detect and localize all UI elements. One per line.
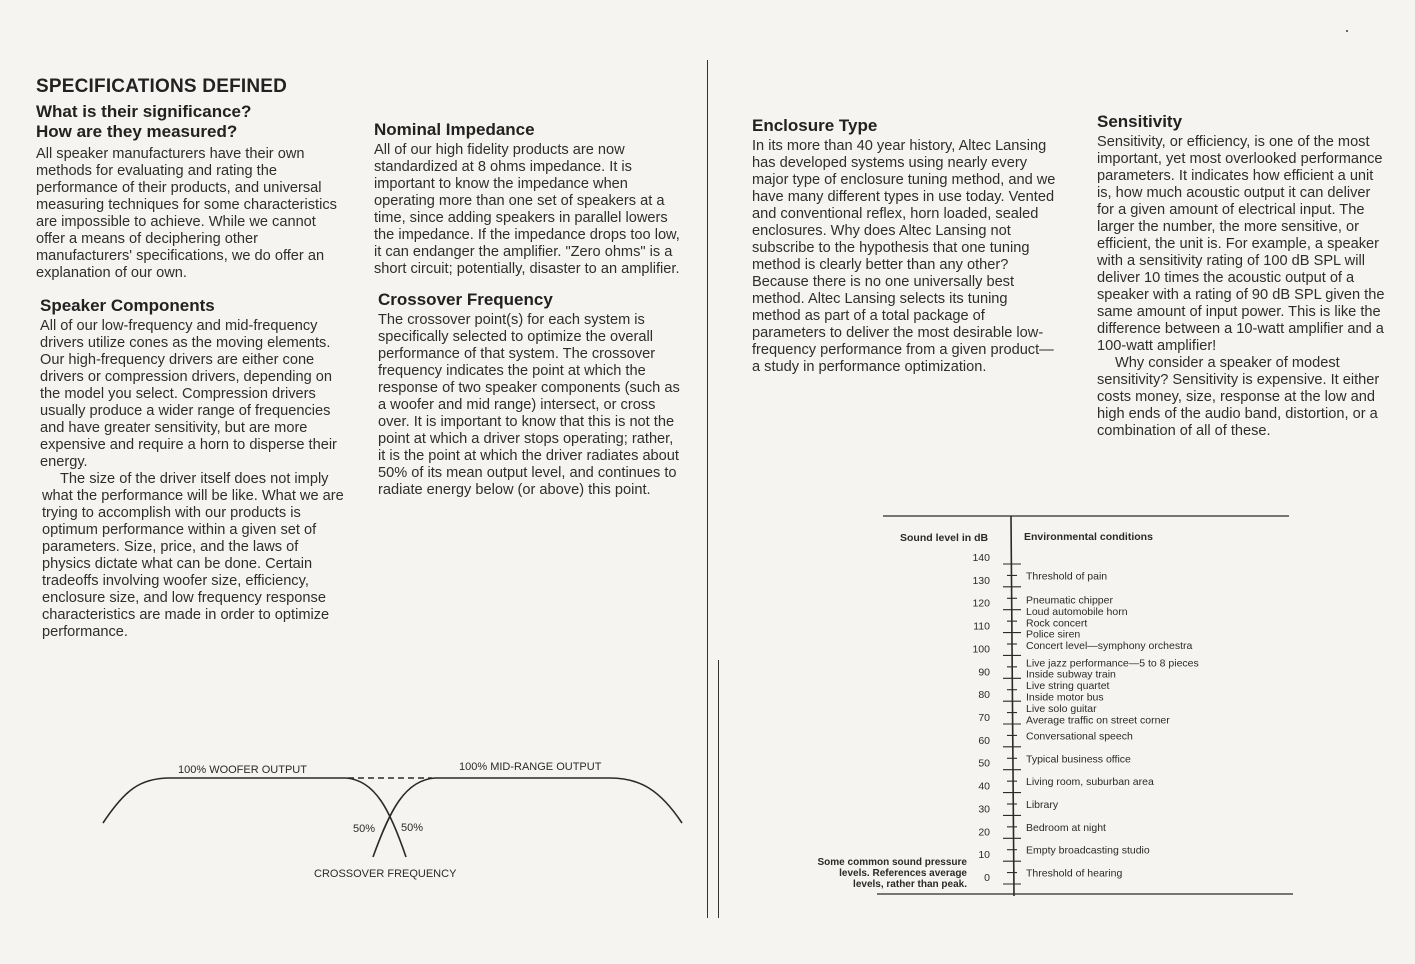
table-note-line-3: levels, rather than peak. (853, 879, 967, 890)
environmental-condition-label: Concert level—symphony orchestra (1026, 640, 1193, 653)
sensitivity-paragraph-1: Sensitivity, or efficiency, is one of the most important, yet most overlooked performance parameters. It indicates how efficient a unit is, how much acoustic output it can deliver for a given amount of electrical input. The larger the number, the more sensitive, or efficient, the unit is. For example, a speaker with a sensitivity rating of 100 dB SPL will deliver 10 times the acoustic output of a speaker with a rating of 90 dB SPL given the same amount of input power. This is like the difference between a 10-watt amplifier and a 100-watt amplifier! (1097, 134, 1385, 354)
db-tick-label: 130 (972, 574, 990, 587)
right-fifty-percent-label: 50% (401, 822, 424, 834)
environmental-condition-label: Pneumatic chipper (1026, 594, 1113, 607)
db-tick-label: 120 (972, 597, 990, 610)
enclosure-type-paragraph: In its more than 40 year history, Altec Lansing has developed systems using nearly every major type of enclosure tuning method, and we have many different types in use today. Vented and conventional reflex, horn loaded, sealed enclosures. Why does Altec Lansing not subscribe to the hypothesis that one tuning method is clearly better than any other? Because there is no one universally best method. Altec Lansing selects its tuning method as part of a total package of parameters to deliver the most desirable low-frequency performance from a given product—a study in performance optimization. (752, 138, 1056, 375)
environmental-condition-label: Live string quartet (1026, 680, 1110, 693)
environmental-condition-label: Inside subway train (1026, 668, 1116, 681)
column-enclosure (752, 116, 1058, 376)
environmental-conditions-list (1026, 570, 1199, 879)
db-tick-label: 110 (973, 620, 990, 633)
db-tick-label: 140 (972, 552, 990, 564)
midrange-response-curve (373, 778, 682, 857)
crossover-diagram (90, 750, 700, 890)
db-tick-label: 0 (984, 872, 990, 884)
left-fifty-percent-label: 50% (353, 823, 376, 835)
environmental-condition-label: Threshold of hearing (1026, 867, 1123, 880)
column-specifications (36, 76, 348, 641)
section-title-enclosure-type: Enclosure Type (752, 116, 878, 135)
table-note-line-2: levels. References average (839, 868, 967, 879)
crossover-frequency-caption: CROSSOVER FREQUENCY (314, 868, 457, 880)
db-tick-label: 20 (978, 826, 990, 839)
column-sensitivity (1097, 112, 1391, 440)
crossover-frequency-paragraph: The crossover point(s) for each system is specifically selected to optimize the overall performance of that system. The crossover frequency indicates the point at which the response of two speaker components (such as a woofer and mid range) intersect, or cross over. It is important to know that this is not the point at which a driver stops operating; rather, it is the point at which the driver radiates about 50% of its mean output level, and continues to radiate energy below (or above) this point. (378, 312, 680, 498)
woofer-response-curve (103, 778, 406, 857)
right-page-divider (718, 660, 719, 918)
corner-speck (1346, 30, 1348, 32)
db-tick-label: 100 (972, 643, 990, 656)
center-divider (707, 60, 708, 918)
environmental-condition-label: Conversational speech (1026, 730, 1133, 743)
environmental-condition-label: Typical business office (1026, 753, 1131, 766)
environmental-condition-label: Average traffic on street corner (1026, 714, 1170, 727)
sound-level-table (790, 510, 1300, 902)
environmental-condition-label: Living room, suburban area (1026, 776, 1154, 789)
column-impedance-crossover (374, 120, 680, 499)
section-title-crossover-frequency: Crossover Frequency (378, 290, 553, 309)
subheading-significance: What is their significance? (36, 102, 252, 121)
page-heading: SPECIFICATIONS DEFINED (36, 76, 288, 97)
db-tick-label: 80 (978, 689, 990, 702)
environmental-condition-label: Empty broadcasting studio (1026, 844, 1150, 857)
db-tick-label: 70 (978, 712, 990, 724)
environmental-conditions-header: Environmental conditions (1024, 531, 1153, 543)
speaker-components-paragraph-2: The size of the driver itself does not imply what the performance will be like. What we are trying to accomplish with our products is optimum performance within a given set of parameters. Size, price, and the laws of physics dictate what can be done. Certain tradeoffs involving woofer size, efficiency, enclosure size, and low frequency response characteristics are made in order to optimize performance. (42, 471, 344, 640)
environmental-condition-label: Threshold of pain (1026, 570, 1108, 583)
db-tick-label: 60 (978, 734, 990, 747)
environmental-condition-label: Library (1026, 799, 1059, 811)
intro-paragraph: All speaker manufacturers have their own methods for evaluating and rating the performance of their products, and universal measuring techniques for some characteristics are impossible to achieve. While we cannot offer a means of deciphering other manufacturers' specifications, we do offer an explanation of our own. (36, 146, 337, 281)
table-scale-axis (1011, 516, 1014, 896)
db-tick-label: 10 (978, 849, 990, 862)
db-tick-label: 90 (978, 666, 990, 679)
nominal-impedance-paragraph: All of our high fidelity products are now standardized at 8 ohms impedance. It is important to know the impedance when operating more than one set of speakers at a time, since adding speakers in parallel lowers the impedance. If the impedance drops too low, it can endanger the amplifier. "Zero ohms" is a short circuit; potentially, disaster to an amplifier. (374, 142, 680, 277)
environmental-condition-label: Loud automobile horn (1026, 605, 1128, 618)
environmental-condition-label: Inside motor bus (1026, 691, 1104, 704)
woofer-output-label: 100% WOOFER OUTPUT (178, 764, 307, 776)
db-tick-label: 50 (978, 757, 990, 770)
db-tick-label: 40 (978, 780, 990, 793)
environmental-condition-label: Live jazz performance—5 to 8 pieces (1026, 657, 1199, 670)
environmental-condition-label: Live solo guitar (1026, 703, 1097, 715)
speaker-components-paragraph-1: All of our low-frequency and mid-frequency drivers utilize cones as the moving elements. Our high-frequency drivers are either cone drivers or compression drivers, depending on the model you select. Compression drivers usually produce a wider range of frequencies and have greater sensitivity, but are more expensive and require a horn to disperse their energy. (40, 318, 337, 470)
environmental-condition-label: Bedroom at night (1026, 821, 1106, 834)
sensitivity-paragraph-2: Why consider a speaker of modest sensitivity? Sensitivity is expensive. It either costs money, size, response at the low and high ends of the audio band, distortion, or a combination of all of these. (1097, 355, 1380, 439)
environmental-condition-label: Rock concert (1026, 617, 1088, 630)
sound-level-header: Sound level in dB (900, 532, 989, 544)
subheading-measured: How are they measured? (36, 122, 238, 141)
section-title-speaker-components: Speaker Components (40, 296, 215, 315)
environmental-condition-label: Police siren (1026, 628, 1081, 641)
section-title-sensitivity: Sensitivity (1097, 112, 1183, 131)
db-tick-label: 30 (978, 803, 990, 816)
section-title-nominal-impedance: Nominal Impedance (374, 120, 535, 139)
table-note-line-1: Some common sound pressure (817, 857, 967, 868)
midrange-output-label: 100% MID-RANGE OUTPUT (459, 761, 602, 773)
